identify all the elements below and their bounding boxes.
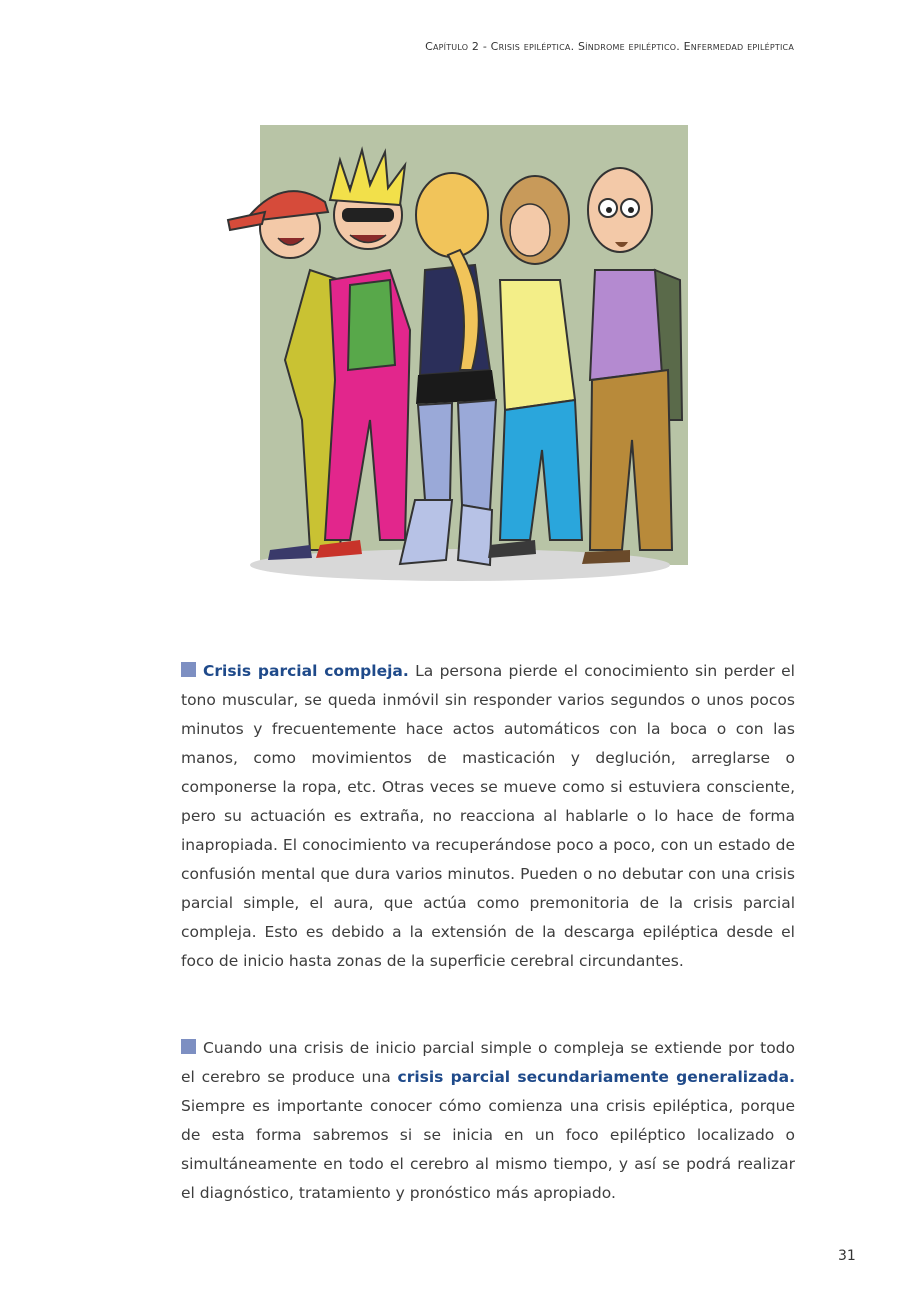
paragraph-lead: Cuando una crisis de inicio parcial simple o compleja se extiende por todo el cerebro se produce una [181, 1039, 795, 1086]
paragraph-body: La persona pierde el conocimiento sin perder el tono muscular, se queda inmóvil sin responder varios segundos o unos pocos minutos y frecuentemente hace actos automáticos con la boca o con las manos, como movimientos de masticación y deglución, arreglarse o componerse la ropa, etc. Otras veces se mueve como si estuviera consciente, pero su actuación es extraña, no reacciona al hablarle o lo hace de forma inapropiada. El conocimiento va recuperándose poco a poco, con un estado de confusión mental que dura varios minutos. Pueden o no debutar con una crisis parcial simple, el aura, que actúa como premonitoria de la crisis parcial compleja. Esto es debido a la extensión de la descarga epiléptica desde el foco de inicio hasta zonas de la superficie cerebral circundantes. [181, 662, 795, 970]
square-bullet-icon [181, 1039, 196, 1054]
term-crisis-parcial-compleja: Crisis parcial compleja. [203, 662, 409, 680]
square-bullet-icon [181, 662, 196, 677]
paragraph-crisis-secundariamente-generalizada [181, 1034, 795, 1208]
illustration-group-of-youths [190, 120, 700, 610]
term-crisis-parcial-secundariamente-generalizada: crisis parcial secundariamente generalizada. [397, 1068, 795, 1086]
page-number: 31 [838, 1248, 856, 1264]
paragraph-crisis-parcial-compleja [181, 657, 795, 976]
running-header: Capítulo 2 - Crisis epiléptica. Síndrome epiléptico. Enfermedad epiléptica [425, 40, 794, 53]
paragraph-body: Siempre es importante conocer cómo comienza una crisis epiléptica, porque de esta forma sabremos si se inicia en un foco epiléptico localizado o simultáneamente en todo el cerebro al mismo tiempo, y así se podrá realizar el diagnóstico, tratamiento y pronóstico más apropiado. [181, 1097, 795, 1202]
